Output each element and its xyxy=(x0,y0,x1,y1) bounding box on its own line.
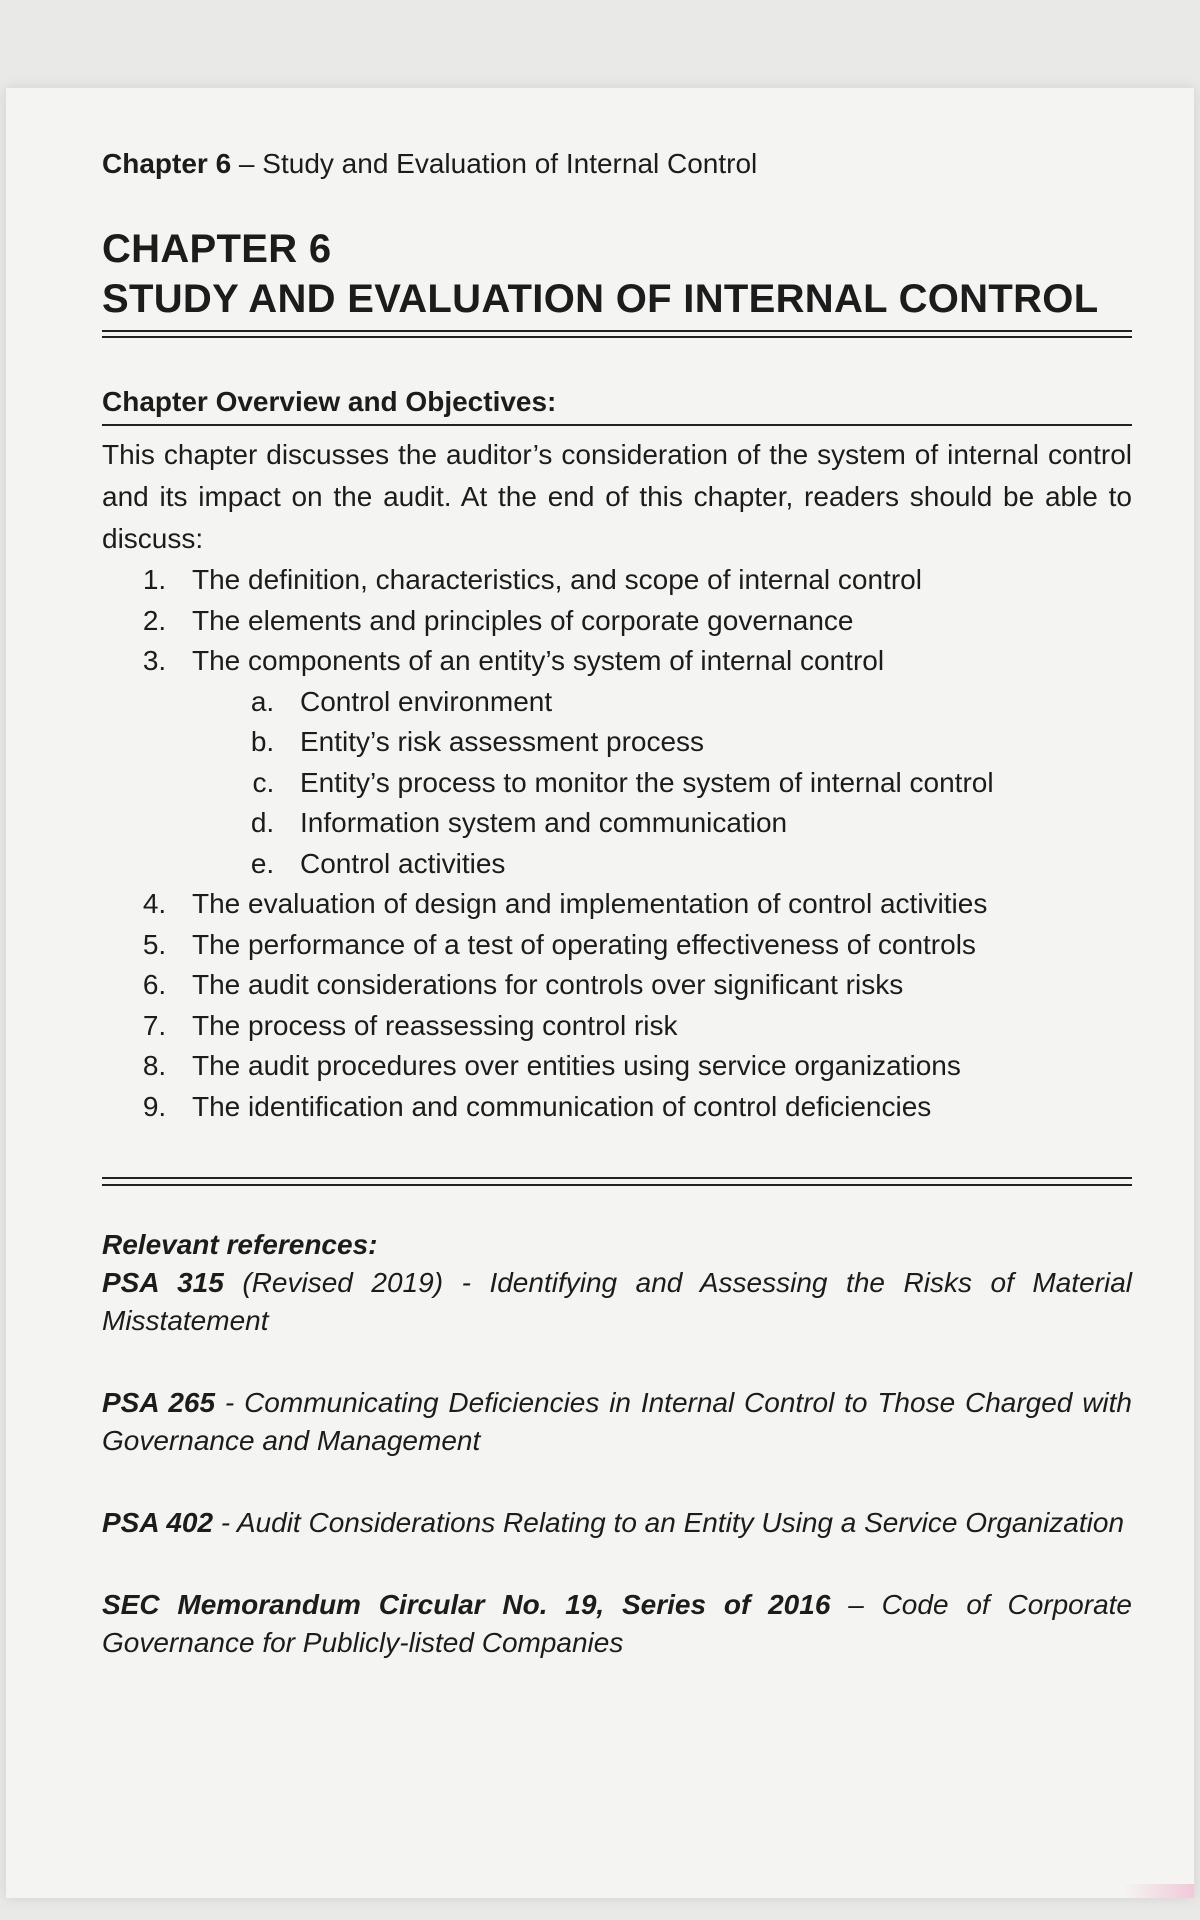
reference-code: PSA 265 xyxy=(102,1387,216,1418)
title-divider xyxy=(102,330,1132,338)
objective-item-text: The components of an entity’s system of internal control xyxy=(192,645,885,676)
reference-text: - Audit Considerations Relating to an Entity Using a Service Organization xyxy=(213,1507,1125,1538)
overview-heading: Chapter Overview and Objectives: xyxy=(102,386,557,417)
component-item: a. Control environment xyxy=(282,682,1132,723)
objective-item: 2. The elements and principles of corporate governance xyxy=(174,601,1132,642)
overview-intro: This chapter discusses the auditor’s consideration of the system of internal control and its impact on the audit. At the end of this chapter, readers should be able to discuss: xyxy=(102,439,1132,554)
reference-code: PSA 402 xyxy=(102,1507,214,1538)
running-head-chapter: Chapter 6 xyxy=(102,148,232,179)
reference-item xyxy=(102,1504,1132,1542)
reference-text: (Revised 2019) - Identifying and Assessing the Risks of Material Misstatement xyxy=(102,1267,1133,1336)
objective-item: 1. The definition, characteristics, and scope of internal control xyxy=(174,560,1132,601)
reference-code: SEC Memorandum Circular No. 19, Series of 2016 xyxy=(102,1589,831,1620)
running-head-title: Study and Evaluation of Internal Control xyxy=(262,148,758,179)
objective-item: 4. The evaluation of design and implementation of control activities xyxy=(174,884,1132,925)
objective-item: 7. The process of reassessing control risk xyxy=(174,1006,1132,1047)
references-heading: Relevant references: xyxy=(102,1229,378,1260)
objective-item: 5. The performance of a test of operating effectiveness of controls xyxy=(174,925,1132,966)
reference-text: - Communicating Deficiencies in Internal Control to Those Charged with Governance and Management xyxy=(102,1387,1133,1456)
book-page xyxy=(6,88,1194,1898)
page-content xyxy=(102,148,1132,1662)
reference-item xyxy=(102,1264,1132,1340)
component-item: c. Entity’s process to monitor the system of internal control xyxy=(282,763,1132,804)
overview-divider xyxy=(102,424,1132,426)
component-item: d. Information system and communication xyxy=(282,803,1132,844)
references-section xyxy=(102,1226,1132,1662)
reference-item xyxy=(102,1384,1132,1460)
objective-item: 6. The audit considerations for controls over significant risks xyxy=(174,965,1132,1006)
reference-text: – Code of Corporate Governance for Publicly-listed Companies xyxy=(102,1589,1132,1658)
chapter-number: CHAPTER 6 xyxy=(102,227,332,271)
reference-code: PSA 315 xyxy=(102,1267,224,1298)
components-list xyxy=(192,682,1132,885)
running-head-separator: – xyxy=(231,148,263,179)
objectives-list xyxy=(102,560,1132,1127)
reference-item xyxy=(102,1586,1132,1662)
references-divider xyxy=(102,1177,1132,1186)
chapter-title: STUDY AND EVALUATION OF INTERNAL CONTROL xyxy=(102,277,1099,321)
objective-item xyxy=(174,641,1132,884)
objective-item: 8. The audit procedures over entities using service organizations xyxy=(174,1046,1132,1087)
component-item: b. Entity’s risk assessment process xyxy=(282,722,1132,763)
page-corner xyxy=(1124,1884,1194,1898)
component-item: e. Control activities xyxy=(282,844,1132,885)
running-head xyxy=(102,148,1132,180)
objective-item: 9. The identification and communication of control deficiencies xyxy=(174,1087,1132,1128)
